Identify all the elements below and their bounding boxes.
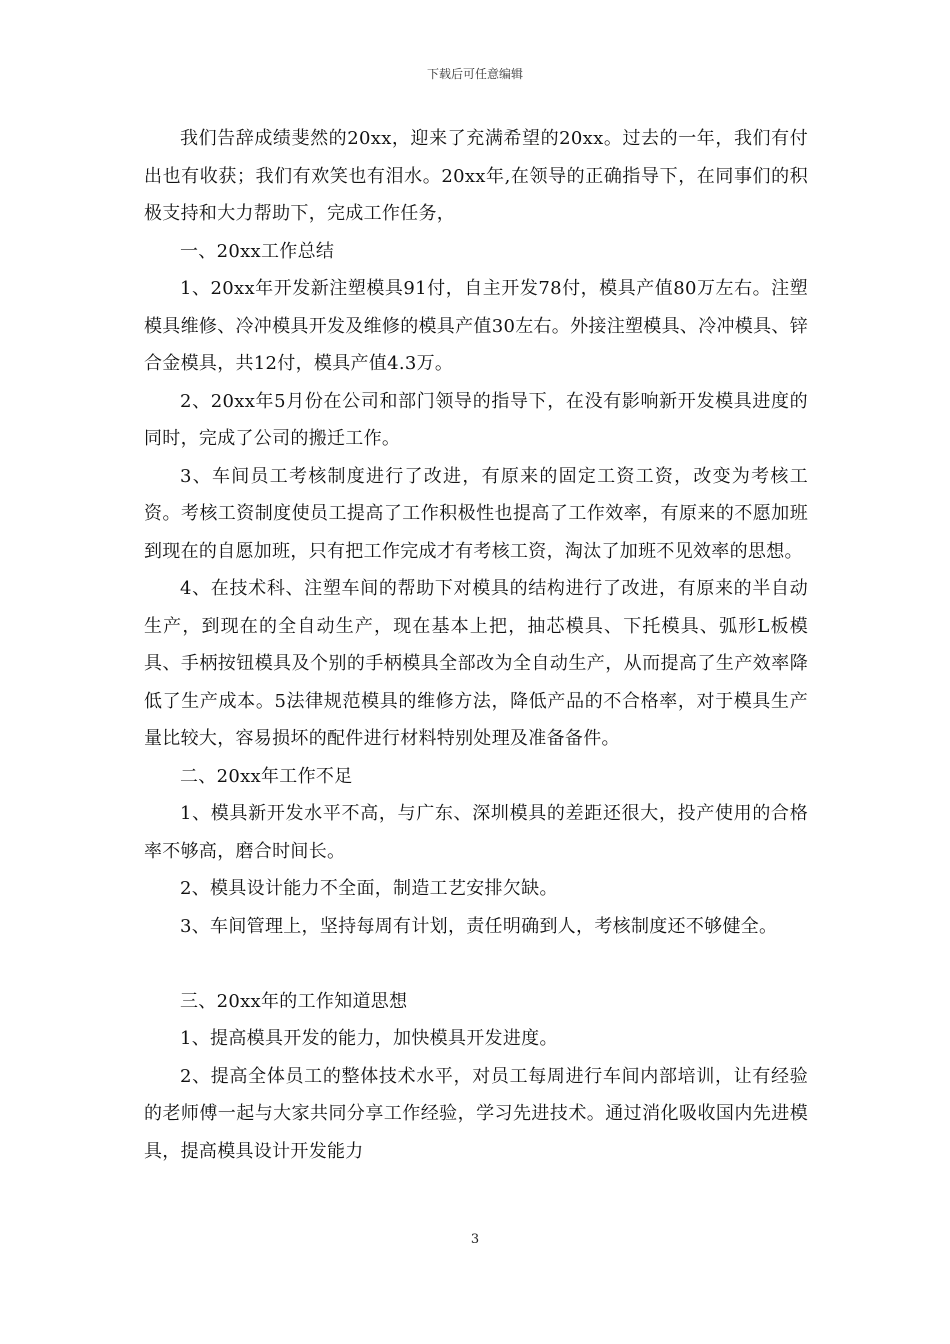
guidance-item-1: 1、提高模具开发的能力，加快模具开发进度。: [180, 1028, 558, 1049]
section-heading-summary: 一、20xx工作总结: [180, 240, 335, 262]
document-body: [144, 120, 808, 1170]
intro-paragraph: 我们告辞成绩斐然的20xx，迎来了充满希望的20xx。过去的一年，我们有付出也有收获；我们有欢笑也有泪水。20xx年,在领导的正确指导下，在同事们的积极支持和大力帮助下，完成工作任务，: [144, 128, 808, 224]
page-number: 3: [470, 1232, 480, 1247]
blank-line: [144, 945, 808, 983]
section-heading-guidance: 三、20xx年的工作知道思想: [180, 990, 408, 1012]
page-header: 下载后可任意编辑: [426, 67, 523, 81]
shortcoming-item-2: 2、模具设计能力不全面，制造工艺安排欠缺。: [180, 878, 558, 899]
guidance-item-2: 2、提高全体员工的整体技术水平，对员工每周进行车间内部培训，让有经验的老师傅一起与大家共同分享工作经验，学习先进技术。通过消化吸收国内先进模具，提高模具设计开发能力: [144, 1065, 808, 1162]
shortcoming-item-3: 3、车间管理上，坚持每周有计划，责任明确到人，考核制度还不够健全。: [180, 915, 778, 937]
summary-item-3: 3、车间员工考核制度进行了改进，有原来的固定工资工资，改变为考核工资。考核工资制度使员工提高了工作积极性也提高了工作效率，有原来的不愿加班到现在的自愿加班，只有把工作完成才有考核工资，淘汰了加班不见效率的思想。: [144, 465, 808, 562]
summary-item-1: 1、20xx年开发新注塑模具91付，自主开发78付，模具产值80万左右。注塑模具维修、冷冲模具开发及维修的模具产值30左右。外接注塑模具、冷冲模具、锌合金模具，共12付，模具产值4.3万。: [144, 278, 809, 374]
section-heading-shortcomings: 二、20xx年工作不足: [180, 765, 353, 787]
shortcoming-item-1: 1、模具新开发水平不高，与广东、深圳模具的差距还很大，投产使用的合格率不够高，磨合时间长。: [144, 803, 808, 862]
summary-item-2: 2、20xx年5月份在公司和部门领导的指导下，在没有影响新开发模具进度的同时，完成了公司的搬迁工作。: [144, 390, 808, 449]
summary-item-4: 4、在技术科、注塑车间的帮助下对模具的结构进行了改进，有原来的半自动生产，到现在的全自动生产，现在基本上把，抽芯模具、下托模具、弧形L板模具、手柄按钮模具及个别的手柄模具全部改为全自动生产，从而提高了生产效率降低了生产成本。5法律规范模具的维修方法，降低产品的不合格率，对于模具生产量比较大，容易损坏的配件进行材料特别处理及准备备件。: [144, 578, 808, 749]
